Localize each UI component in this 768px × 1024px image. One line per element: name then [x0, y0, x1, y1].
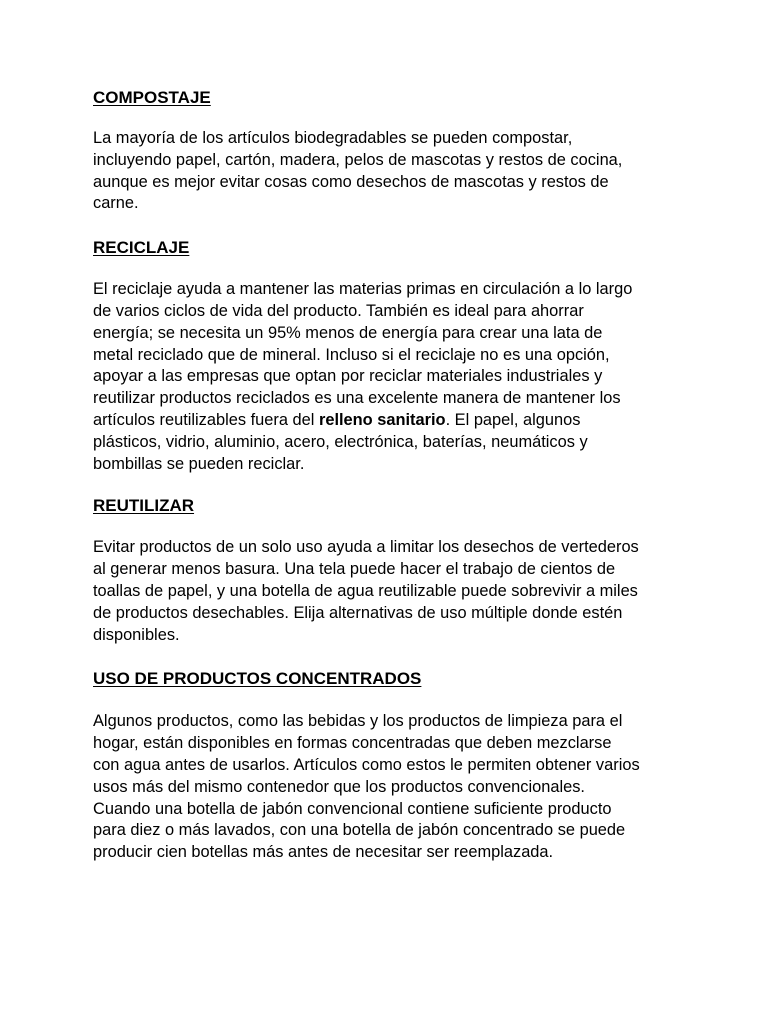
- body-line: metal reciclado que de mineral. Incluso si el reciclaje no es una opción,: [93, 345, 610, 364]
- body-line: Cuando una botella de jabón convencional contiene suficiente producto: [93, 799, 612, 818]
- bold-term-relleno-sanitario: relleno sanitario: [318, 410, 446, 429]
- body-line: reutilizar productos reciclados es una excelente manera de mantener los: [93, 389, 621, 408]
- body-line: La mayoría de los artículos biodegradables se pueden compostar,: [93, 129, 573, 147]
- section-body-compostaje: [93, 128, 683, 215]
- body-line: con agua antes de usarlos. Artículos como estos le permiten obtener varios: [93, 755, 640, 774]
- body-line: bombillas se pueden reciclar.: [93, 454, 305, 473]
- body-text: artículos reutilizables fuera del: [93, 410, 319, 429]
- body-line: aunque es mejor evitar cosas como desechos de mascotas y restos de: [93, 172, 609, 191]
- section-body-reutilizar: [93, 537, 683, 646]
- section-heading-productos-concentrados: USO DE PRODUCTOS CONCENTRADOS: [93, 669, 422, 689]
- body-line: de varios ciclos de vida del producto. También es ideal para ahorrar: [93, 301, 584, 320]
- body-line: energía; se necesita un 95% menos de energía para crear una lata de: [93, 323, 603, 342]
- body-line: usos más del mismo contenedor que los productos convencionales.: [93, 777, 585, 796]
- body-line: apoyar a las empresas que optan por reciclar materiales industriales y: [93, 367, 603, 386]
- body-line: hogar, están disponibles en formas concentradas que deben mezclarse: [93, 734, 612, 753]
- body-line: disponibles.: [93, 625, 180, 644]
- body-line: [93, 410, 683, 432]
- body-line: carne.: [93, 194, 139, 213]
- body-line: El reciclaje ayuda a mantener las materias primas en circulación a lo largo: [93, 280, 633, 299]
- section-body-productos-concentrados: [93, 711, 683, 864]
- body-line: toallas de papel, y una botella de agua reutilizable puede sobrevivir a miles: [93, 581, 638, 600]
- body-line: Algunos productos, como las bebidas y los productos de limpieza para el: [93, 712, 623, 731]
- body-line: plásticos, vidrio, aluminio, acero, electrónica, baterías, neumáticos y: [93, 432, 588, 451]
- body-line: producir cien botellas más antes de necesitar ser reemplazada.: [93, 843, 554, 862]
- section-heading-reciclaje: RECICLAJE: [93, 238, 190, 258]
- section-heading-reutilizar: REUTILIZAR: [93, 496, 195, 516]
- body-line: de productos desechables. Elija alternativas de uso múltiple donde estén: [93, 603, 623, 622]
- body-line: Evitar productos de un solo uso ayuda a limitar los desechos de vertederos: [93, 538, 639, 557]
- body-line: al generar menos basura. Una tela puede hacer el trabajo de cientos de: [93, 560, 616, 579]
- body-text: . El papel, algunos: [445, 410, 581, 429]
- section-body-reciclaje: [93, 279, 683, 475]
- section-heading-compostaje: COMPOSTAJE: [93, 88, 211, 107]
- body-line: incluyendo papel, cartón, madera, pelos de mascotas y restos de cocina,: [93, 150, 623, 169]
- document-page: [93, 87, 683, 864]
- body-line: para diez o más lavados, con una botella de jabón concentrado se puede: [93, 821, 626, 840]
